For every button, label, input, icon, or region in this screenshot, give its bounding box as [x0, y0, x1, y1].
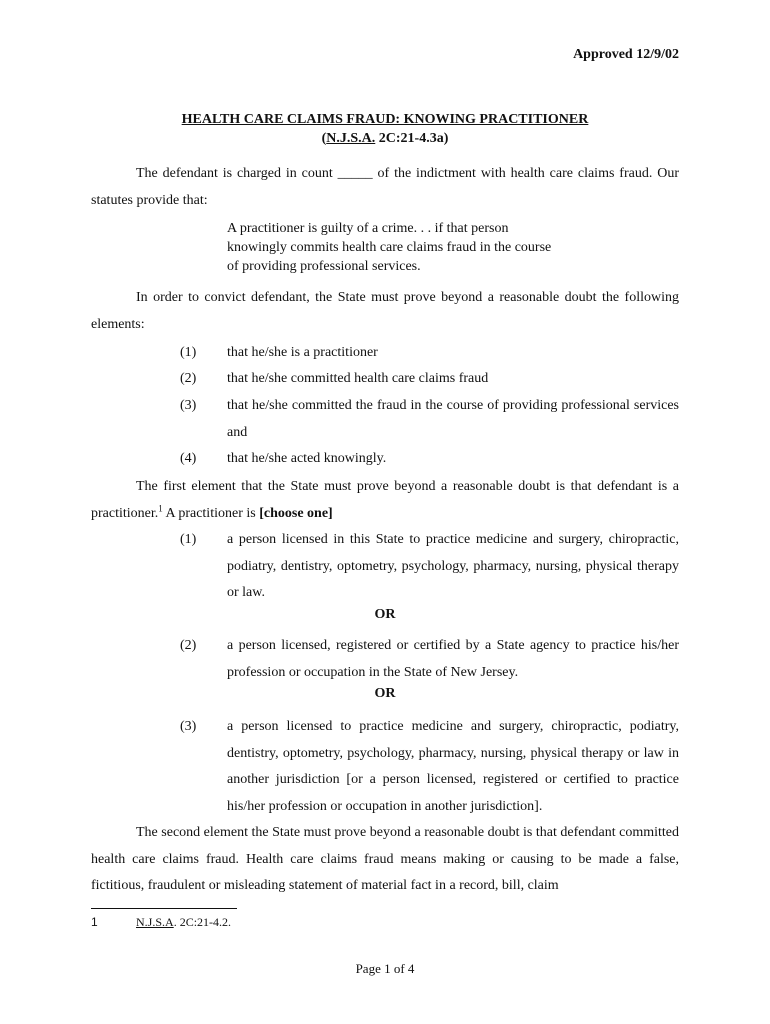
intro-paragraph: The defendant is charged in count _____ of the indictment with health care claims fraud. Our statutes provide that: [91, 166, 679, 208]
practitioner-lead: A practitioner is [162, 505, 260, 521]
page-number: Page 1 of 4 [355, 961, 415, 976]
option-number: (1) [180, 532, 197, 547]
statute-link: N.J.S.A. [326, 131, 376, 146]
option-text: a person licensed to practice medicine and surgery, chiropractic, podiatry, dentistry, optometry, psychology, pharmacy, nursing, physical therapy or law in another jurisdiction [or a person licensed, registered or certified to practice his/her profession or occupation in another jurisdiction]. [227, 719, 679, 814]
element-number: (1) [180, 345, 197, 360]
option-text: a person licensed in this State to practice medicine and surgery, chiropractic, podiatry, dentistry, optometry, psychology, pharmacy, nursing, physical therapy or law. [227, 532, 679, 601]
second-element-paragraph: The second element the State must prove beyond a reasonable doubt is that defendant committed health care claims fraud. Health care claims fraud means making or causing to be made a false, fictitious, fraudulent or misleading statement of material fact in a record, bill, claim [91, 825, 679, 894]
option-number: (2) [180, 638, 197, 653]
footnote-text [136, 915, 231, 930]
element-number: (2) [180, 371, 197, 386]
approval-date: Approved 12/9/02 [573, 47, 679, 62]
first-element-text: The first element that the State must prove beyond a reasonable doubt is that defendant is a practitioner. [91, 479, 679, 521]
document-title: HEALTH CARE CLAIMS FRAUD: KNOWING PRACTITIONER [181, 112, 589, 127]
choose-one-instruction: [choose one] [259, 505, 333, 521]
or-separator: OR [374, 607, 396, 622]
footnote-mark: 1 [91, 915, 98, 929]
footnote-citation-link: N.J.S.A [136, 915, 174, 929]
statute-open-paren: ( [321, 131, 327, 146]
element-number: (3) [180, 398, 197, 413]
option-number: (3) [180, 719, 197, 734]
element-text: that he/she is a practitioner [227, 345, 378, 360]
option-text: a person licensed, registered or certified by a State agency to practice his/her profession or occupation in the State of New Jersey. [227, 638, 679, 680]
statute-number: 2C:21-4.3a) [375, 131, 449, 146]
element-number: (4) [180, 451, 197, 466]
or-separator: OR [374, 686, 396, 701]
first-element-paragraph [91, 474, 679, 527]
footnote-reference[interactable]: 1 [158, 502, 163, 513]
element-text: that he/she acted knowingly. [227, 451, 387, 466]
footnote-divider [91, 908, 237, 909]
statute-citation [0, 131, 770, 147]
statute-quote: A practitioner is guilty of a crime. . . if that person knowingly commits health care claims fraud in the course of providing professional services. [227, 221, 552, 274]
elements-intro-paragraph: In order to convict defendant, the State must prove beyond a reasonable doubt the following elements: [91, 290, 679, 332]
element-text: that he/she committed health care claims fraud [227, 371, 489, 386]
element-text: that he/she committed the fraud in the course of providing professional services and [227, 398, 679, 440]
footnote-citation: . 2C:21-4.2. [173, 915, 232, 929]
